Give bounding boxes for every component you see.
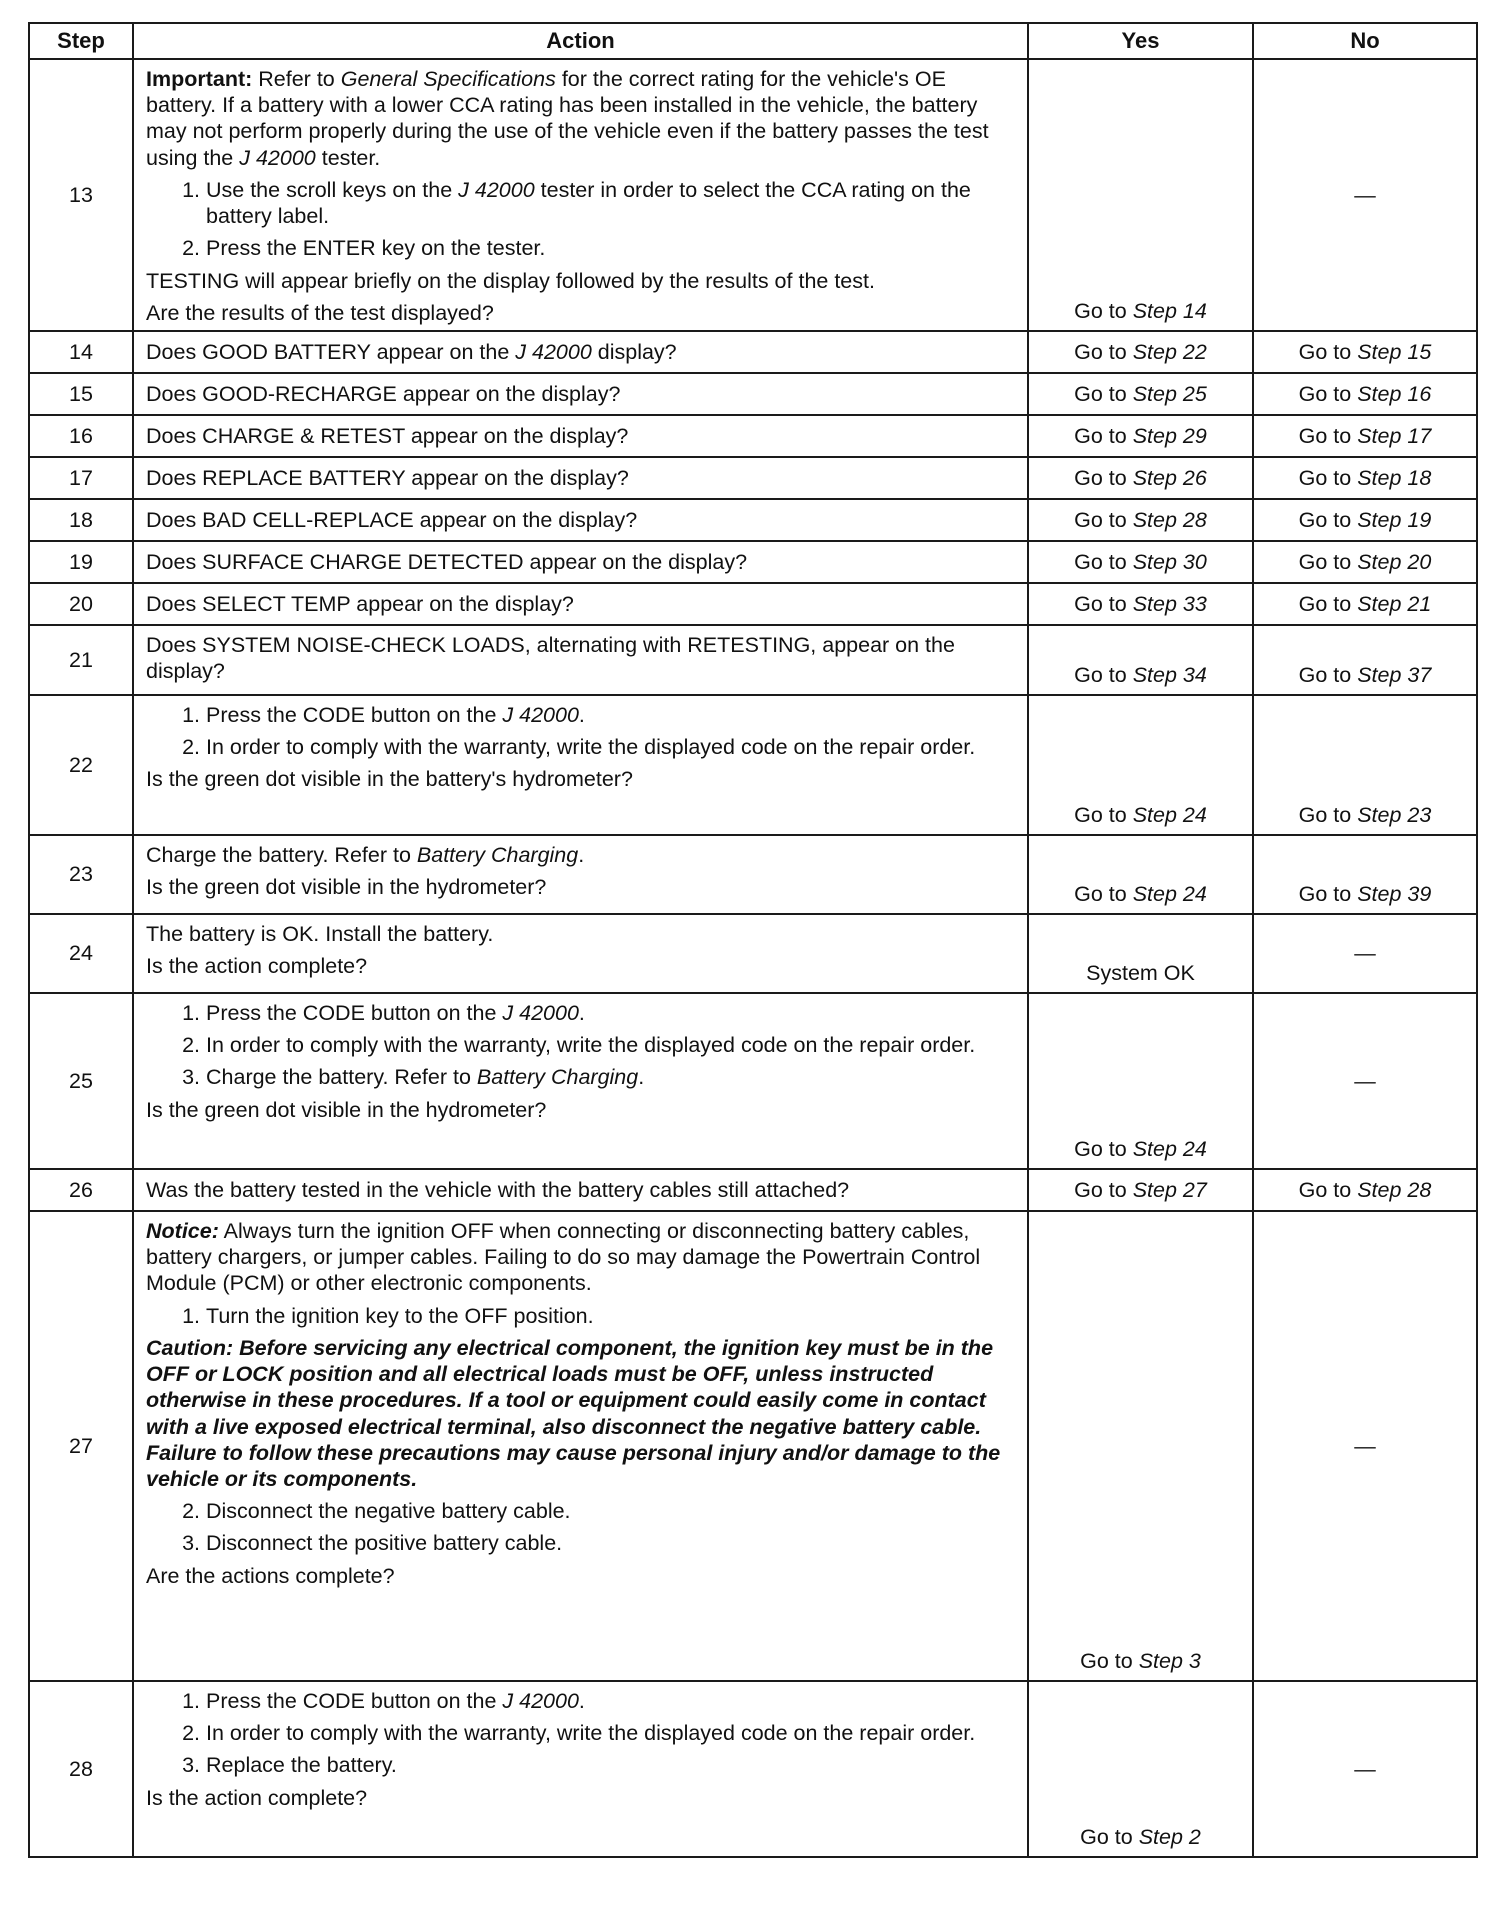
procedure-step: 1. Press the CODE button on the J 42000. xyxy=(206,1688,1015,1714)
header-no: No xyxy=(1253,23,1477,59)
table-row-step-21 xyxy=(29,625,1477,695)
procedure-list xyxy=(146,1000,1015,1091)
no-action-dash: — xyxy=(1354,182,1376,207)
no-step-link[interactable]: Step 21 xyxy=(1357,591,1432,616)
table-row-step-24 xyxy=(29,914,1477,993)
spec-reference: General Specifications xyxy=(340,67,556,91)
yes-step-link[interactable]: Step 26 xyxy=(1132,465,1207,490)
step-question: Are the results of the test displayed? xyxy=(146,300,494,325)
step-question: Are the actions complete? xyxy=(146,1563,395,1588)
no-result: Go to Step 21 xyxy=(1253,583,1477,625)
step-number: 17 xyxy=(29,457,133,499)
testing-note: TESTING will appear briefly on the display followed by the results of the test. xyxy=(146,268,875,293)
table-row-step-13 xyxy=(29,59,1477,331)
step-number: 23 xyxy=(29,835,133,914)
step-question: Does CHARGE & RETEST appear on the display? xyxy=(133,415,1028,457)
important-label: Important: xyxy=(146,67,253,91)
yes-result: System OK xyxy=(1028,914,1253,993)
no-result: Go to Step 15 xyxy=(1253,331,1477,373)
no-step-link[interactable]: Step 17 xyxy=(1357,423,1432,448)
document-page xyxy=(28,22,1478,1858)
procedure-step: 1. Turn the ignition key to the OFF position. xyxy=(206,1303,1015,1329)
action-cell xyxy=(133,835,1028,914)
table-row-step-27 xyxy=(29,1211,1477,1681)
no-result: Go to Step 28 xyxy=(1253,1169,1477,1211)
no-result xyxy=(1253,59,1477,331)
tool-reference: J 42000 xyxy=(515,339,592,364)
no-step-link[interactable]: Step 16 xyxy=(1357,381,1432,406)
no-action-dash: — xyxy=(1354,1068,1376,1093)
no-step-link[interactable]: Step 15 xyxy=(1357,339,1432,364)
step-question: Is the green dot visible in the hydrometer? xyxy=(146,875,547,900)
step-question: Is the action complete? xyxy=(146,954,368,979)
notice-note: Notice: Always turn the ignition OFF when connecting or disconnecting battery cables, battery chargers, or jumper cables. Failing to do so may damage the Powertrain Control Module (PCM) or other electronic components. xyxy=(146,1218,981,1296)
step-number: 27 xyxy=(29,1211,133,1681)
action-cell xyxy=(133,695,1028,835)
tool-reference: J 42000 xyxy=(502,1000,579,1025)
no-result: Go to Step 19 xyxy=(1253,499,1477,541)
step-number: 22 xyxy=(29,695,133,835)
no-step-link[interactable]: Step 18 xyxy=(1357,465,1432,490)
yes-result: Go to Step 26 xyxy=(1028,457,1253,499)
step-question: Is the action complete? xyxy=(146,1785,368,1810)
step-question: Does SYSTEM NOISE-CHECK LOADS, alternating with RETESTING, appear on the display? xyxy=(133,625,1028,695)
yes-step-link[interactable]: Step 24 xyxy=(1132,881,1207,906)
step-question: Does GOOD BATTERY appear on the J 42000 display? xyxy=(133,331,1028,373)
no-result: Go to Step 23 xyxy=(1253,695,1477,835)
table-row-step-23 xyxy=(29,835,1477,914)
table-row-step-14 xyxy=(29,331,1477,373)
yes-result: Go to Step 27 xyxy=(1028,1169,1253,1211)
no-result: Go to Step 16 xyxy=(1253,373,1477,415)
yes-result: Go to Step 33 xyxy=(1028,583,1253,625)
no-result xyxy=(1253,1211,1477,1681)
no-result: Go to Step 18 xyxy=(1253,457,1477,499)
procedure-list xyxy=(146,177,1015,262)
header-step: Step xyxy=(29,23,133,59)
yes-step-link[interactable]: Step 30 xyxy=(1132,549,1207,574)
table-row-step-26 xyxy=(29,1169,1477,1211)
step-question: Was the battery tested in the vehicle with the battery cables still attached? xyxy=(133,1169,1028,1211)
procedure-list xyxy=(146,1688,1015,1779)
yes-result: Go to Step 3 xyxy=(1028,1211,1253,1681)
yes-result: Go to Step 22 xyxy=(1028,331,1253,373)
yes-step-link[interactable]: Step 29 xyxy=(1132,423,1207,448)
procedure-step: 1. Use the scroll keys on the J 42000 tester in order to select the CCA rating on the battery label. xyxy=(206,177,1015,229)
yes-result: Go to Step 25 xyxy=(1028,373,1253,415)
no-step-link[interactable]: Step 19 xyxy=(1357,507,1432,532)
yes-step-link[interactable]: Step 22 xyxy=(1132,339,1207,364)
step-number: 24 xyxy=(29,914,133,993)
step-question: Does SURFACE CHARGE DETECTED appear on the display? xyxy=(133,541,1028,583)
step-number: 18 xyxy=(29,499,133,541)
step-question: Does SELECT TEMP appear on the display? xyxy=(133,583,1028,625)
yes-step-link[interactable]: Step 28 xyxy=(1132,507,1207,532)
step-number: 21 xyxy=(29,625,133,695)
no-action-dash: — xyxy=(1354,941,1376,966)
table-header-row xyxy=(29,23,1477,59)
procedure-reference: Battery Charging xyxy=(416,842,579,867)
no-step-link[interactable]: Step 28 xyxy=(1357,1177,1432,1202)
table-row-step-19 xyxy=(29,541,1477,583)
procedure-step: 3. Disconnect the positive battery cable. xyxy=(206,1530,1015,1556)
yes-result: Go to Step 28 xyxy=(1028,499,1253,541)
procedure-step: 1. Press the CODE button on the J 42000. xyxy=(206,1000,1015,1026)
yes-result: Go to Step 30 xyxy=(1028,541,1253,583)
no-action-dash: — xyxy=(1354,1756,1376,1781)
no-result xyxy=(1253,1681,1477,1857)
procedure-step: 2. In order to comply with the warranty, write the displayed code on the repair order. xyxy=(206,1720,1015,1746)
header-yes: Yes xyxy=(1028,23,1253,59)
yes-step-link[interactable]: Step 25 xyxy=(1132,381,1207,406)
procedure-list xyxy=(146,702,1015,760)
procedure-step: 2. Press the ENTER key on the tester. xyxy=(206,235,1015,261)
step-number: 26 xyxy=(29,1169,133,1211)
procedure-step: 1. Press the CODE button on the J 42000. xyxy=(206,702,1015,728)
yes-step-link[interactable]: Step 24 xyxy=(1132,802,1207,827)
table-row-step-28 xyxy=(29,1681,1477,1857)
table-row-step-22 xyxy=(29,695,1477,835)
no-result: Go to Step 20 xyxy=(1253,541,1477,583)
step-number: 16 xyxy=(29,415,133,457)
procedure-step: 3. Charge the battery. Refer to Battery Charging. xyxy=(206,1064,1015,1090)
action-cell xyxy=(133,1211,1028,1681)
no-action-dash: — xyxy=(1354,1433,1376,1458)
procedure-step: 2. In order to comply with the warranty, write the displayed code on the repair order. xyxy=(206,1032,1015,1058)
yes-step-link[interactable]: Step 3 xyxy=(1138,1648,1201,1673)
action-cell xyxy=(133,993,1028,1169)
action-cell xyxy=(133,1681,1028,1857)
caution-warning: Caution: Before servicing any electrical component, the ignition key must be in the OFF or LOCK position and all electrical loads must be OFF, unless instructed otherwise in these procedures. If a tool or equipment could easily come in contact with a live exposed electrical terminal, also disconnect the negative battery cable. Failure to follow these precautions may cause personal injury and/or damage to the vehicle or its components. xyxy=(146,1335,1001,1491)
step-number: 28 xyxy=(29,1681,133,1857)
tool-reference: J 42000 xyxy=(239,145,316,170)
table-row-step-17 xyxy=(29,457,1477,499)
table-row-step-16 xyxy=(29,415,1477,457)
procedure-list xyxy=(146,1303,1015,1329)
no-step-link[interactable]: Step 37 xyxy=(1357,662,1432,687)
yes-step-link[interactable]: Step 14 xyxy=(1132,298,1207,323)
table-row-step-25 xyxy=(29,993,1477,1169)
action-line: The battery is OK. Install the battery. xyxy=(146,921,494,946)
procedure-step: 2. In order to comply with the warranty, write the displayed code on the repair order. xyxy=(206,734,1015,760)
no-step-link[interactable]: Step 39 xyxy=(1357,881,1432,906)
notice-label: Notice: xyxy=(146,1218,219,1243)
action-cell xyxy=(133,914,1028,993)
yes-result: Go to Step 2 xyxy=(1028,1681,1253,1857)
step-question: Does BAD CELL-REPLACE appear on the display? xyxy=(133,499,1028,541)
no-step-link[interactable]: Step 20 xyxy=(1357,549,1432,574)
yes-result: Go to Step 24 xyxy=(1028,993,1253,1169)
tool-reference: J 42000 xyxy=(502,702,579,727)
yes-step-link[interactable]: Step 34 xyxy=(1132,662,1207,687)
tool-reference: J 42000 xyxy=(458,177,535,202)
diagnostic-table xyxy=(28,22,1478,1858)
no-result: Go to Step 37 xyxy=(1253,625,1477,695)
step-number: 15 xyxy=(29,373,133,415)
step-number: 14 xyxy=(29,331,133,373)
yes-step-link[interactable]: Step 2 xyxy=(1138,1824,1201,1849)
procedure-list xyxy=(146,1498,1015,1556)
procedure-reference: Battery Charging xyxy=(476,1065,639,1090)
yes-result: Go to Step 29 xyxy=(1028,415,1253,457)
action-cell xyxy=(133,59,1028,331)
yes-result: Go to Step 24 xyxy=(1028,835,1253,914)
no-step-link[interactable]: Step 23 xyxy=(1357,802,1432,827)
important-note: Important: Refer to General Specifications for the correct rating for the vehicle's OE battery. If a battery with a lower CCA rating has been installed in the vehicle, the battery may not perform properly during the use of the vehicle even if the battery passes the test using the J 42000 tester. xyxy=(146,67,989,170)
action-line: Charge the battery. Refer to Battery Charging. xyxy=(146,842,585,867)
no-result: Go to Step 39 xyxy=(1253,835,1477,914)
yes-step-link[interactable]: Step 27 xyxy=(1132,1177,1207,1202)
procedure-step: 3. Replace the battery. xyxy=(206,1752,1015,1778)
yes-result: Go to Step 34 xyxy=(1028,625,1253,695)
tool-reference: J 42000 xyxy=(502,1688,579,1713)
yes-result: Go to Step 14 xyxy=(1028,59,1253,331)
step-question: Does REPLACE BATTERY appear on the display? xyxy=(133,457,1028,499)
step-question: Does GOOD-RECHARGE appear on the display? xyxy=(133,373,1028,415)
step-question: Is the green dot visible in the battery's hydrometer? xyxy=(146,767,633,792)
yes-result: Go to Step 24 xyxy=(1028,695,1253,835)
step-number: 20 xyxy=(29,583,133,625)
step-number: 25 xyxy=(29,993,133,1169)
no-result: Go to Step 17 xyxy=(1253,415,1477,457)
header-action: Action xyxy=(133,23,1028,59)
step-question: Is the green dot visible in the hydrometer? xyxy=(146,1097,547,1122)
table-row-step-20 xyxy=(29,583,1477,625)
no-result xyxy=(1253,914,1477,993)
step-number: 13 xyxy=(29,59,133,331)
no-result xyxy=(1253,993,1477,1169)
procedure-step: 2. Disconnect the negative battery cable. xyxy=(206,1498,1015,1524)
step-number: 19 xyxy=(29,541,133,583)
yes-step-link[interactable]: Step 33 xyxy=(1132,591,1207,616)
table-row-step-15 xyxy=(29,373,1477,415)
yes-step-link[interactable]: Step 24 xyxy=(1132,1136,1207,1161)
table-row-step-18 xyxy=(29,499,1477,541)
